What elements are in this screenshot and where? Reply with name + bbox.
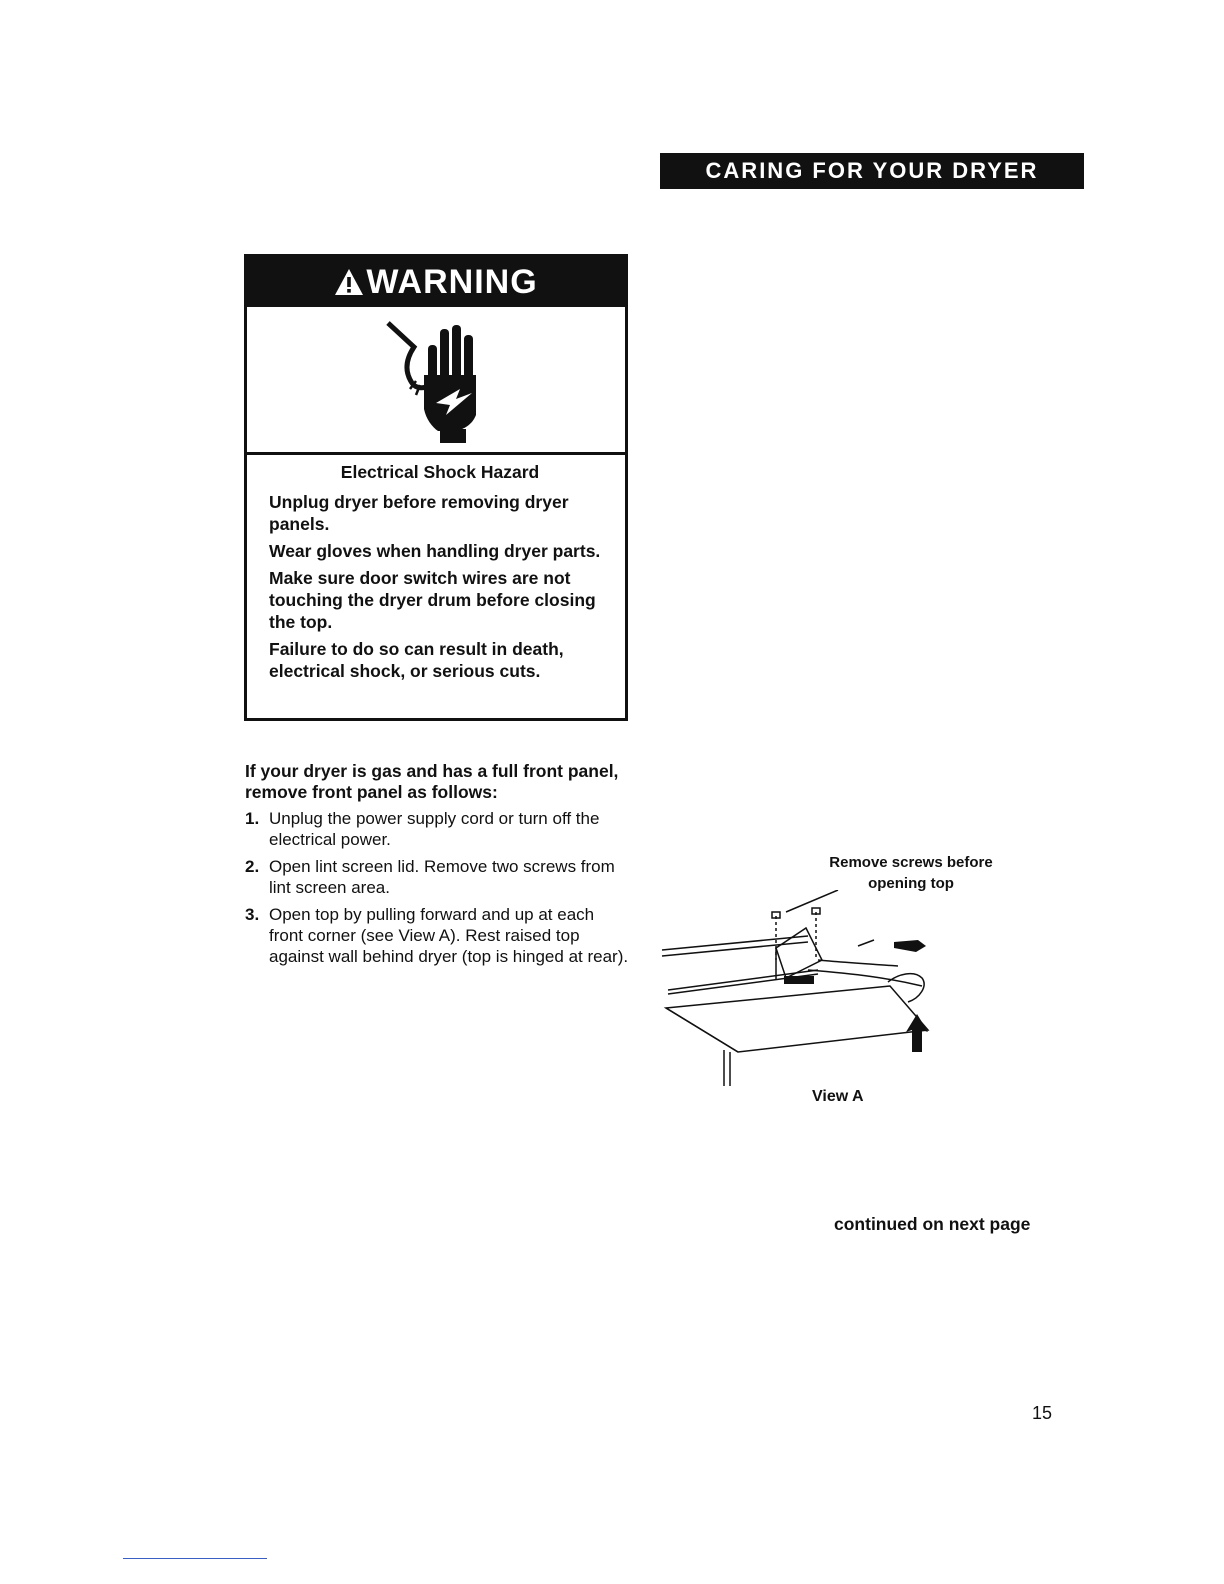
warning-line-door-switch: Make sure door switch wires are not touching the dryer drum before closing the top. — [269, 568, 596, 632]
instructions-intro: If your dryer is gas and has a full front panel, remove front panel as follows: — [245, 761, 619, 802]
step-number: 2. — [245, 857, 260, 876]
dryer-top-illustration — [658, 890, 958, 1090]
step-item — [245, 856, 630, 898]
warning-line-gloves: Wear gloves when handling dryer parts. — [269, 541, 601, 561]
warning-box — [244, 254, 628, 721]
warning-heading: WARNING — [366, 262, 538, 301]
warning-text — [269, 461, 611, 687]
instruction-steps — [245, 808, 630, 973]
step-item — [245, 904, 630, 967]
warning-line-unplug: Unplug dryer before removing dryer panels. — [269, 492, 569, 534]
step-number: 3. — [245, 905, 260, 924]
step-number: 1. — [245, 809, 260, 828]
warning-triangle-icon — [334, 268, 364, 296]
electrical-shock-hand-icon — [376, 315, 496, 445]
warning-header — [247, 257, 625, 307]
page-number: 15 — [1032, 1403, 1053, 1423]
continued-note: continued on next page — [834, 1214, 1031, 1234]
footer-rule — [123, 1558, 267, 1559]
warning-pictogram — [247, 307, 625, 455]
hazard-title: Electrical Shock Hazard — [340, 462, 540, 482]
step-text: Unplug the power supply cord or turn off the electrical power. — [269, 809, 600, 849]
figure-caption: View A — [812, 1088, 864, 1105]
warning-line-consequence: Failure to do so can result in death, electrical shock, or serious cuts. — [269, 639, 564, 681]
step-text: Open top by pulling forward and up at each front corner (see View A). Rest raised top against wall behind dryer (top is hinged at rear). — [269, 905, 629, 966]
step-text: Open lint screen lid. Remove two screws from lint screen area. — [269, 857, 615, 897]
step-item — [245, 808, 630, 850]
section-header: CARING FOR YOUR DRYER — [660, 153, 1084, 189]
figure-callout: Remove screws before opening top — [829, 854, 993, 892]
